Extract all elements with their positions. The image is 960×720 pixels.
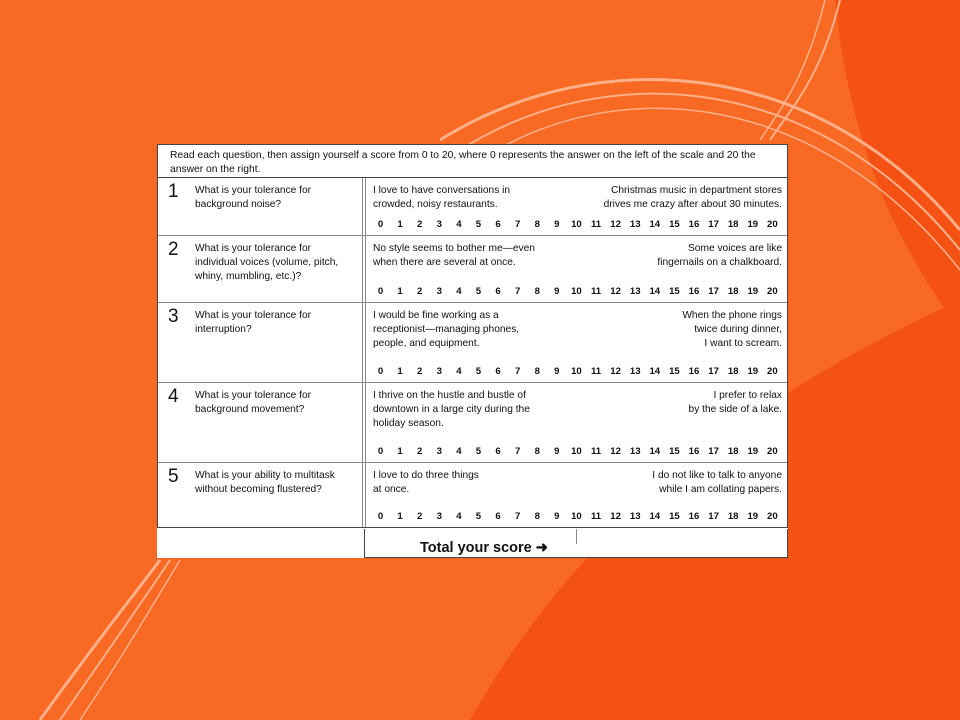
scale-number: 19 bbox=[747, 286, 759, 297]
scale-number: 15 bbox=[669, 511, 680, 522]
scale-number: 16 bbox=[688, 286, 700, 297]
answer-left: I love to have conversations in crowded, noisy restaurants. bbox=[373, 185, 511, 210]
scale-number: 13 bbox=[629, 511, 641, 522]
scale-number: 20 bbox=[767, 219, 778, 230]
scale-number: 14 bbox=[649, 446, 661, 457]
scale-number: 9 bbox=[554, 446, 560, 457]
scale-number: 1 bbox=[397, 366, 403, 377]
scale-number: 3 bbox=[436, 219, 442, 230]
scale-number: 18 bbox=[727, 511, 739, 522]
answer-cell bbox=[366, 236, 787, 302]
answer-cell bbox=[366, 178, 787, 235]
scale-number: 17 bbox=[708, 219, 719, 230]
scale-number: 5 bbox=[475, 511, 482, 522]
answer-left: I would be fine working as a receptionist—managing phones, people, and equipment. bbox=[373, 310, 520, 349]
scale-number: 16 bbox=[688, 366, 700, 377]
scale-number: 18 bbox=[727, 286, 739, 297]
scale-number: 12 bbox=[610, 286, 621, 297]
score-scale bbox=[373, 446, 780, 458]
scale-number: 6 bbox=[495, 286, 501, 297]
answer-right: Christmas music in department stores drives me crazy after about 30 minutes. bbox=[603, 185, 782, 210]
scale-number: 14 bbox=[649, 286, 661, 297]
scale-number: 6 bbox=[495, 446, 501, 457]
scale-number: 15 bbox=[669, 366, 680, 377]
questionnaire-sheet bbox=[157, 144, 788, 558]
scale-number: 19 bbox=[747, 511, 759, 522]
scale-number: 17 bbox=[708, 366, 719, 377]
scale-number: 4 bbox=[456, 286, 462, 297]
total-blank-cell bbox=[157, 529, 363, 558]
scale-number: 13 bbox=[629, 286, 641, 297]
total-row bbox=[157, 529, 788, 558]
scale-number: 20 bbox=[767, 366, 778, 377]
scale-number: 19 bbox=[747, 366, 759, 377]
scale-number: 0 bbox=[377, 446, 384, 457]
scale-number: 1 bbox=[397, 286, 403, 297]
scale-number: 9 bbox=[554, 366, 560, 377]
scale-number: 14 bbox=[649, 366, 661, 377]
scale-number: 0 bbox=[377, 511, 384, 522]
question-number: 2 bbox=[168, 239, 179, 260]
scale-number: 2 bbox=[417, 366, 423, 377]
scale-number: 4 bbox=[456, 366, 462, 377]
scale-number: 18 bbox=[727, 219, 739, 230]
scale-number: 4 bbox=[456, 219, 462, 230]
question-number: 1 bbox=[168, 181, 179, 202]
scale-number: 15 bbox=[669, 219, 680, 230]
questions-table bbox=[157, 177, 788, 528]
scale-number: 8 bbox=[534, 366, 540, 377]
scale-number: 10 bbox=[571, 286, 582, 297]
scale-number: 7 bbox=[514, 511, 521, 522]
question-text: What is your tolerance for background noise? bbox=[195, 185, 312, 210]
scale-number: 0 bbox=[377, 366, 384, 377]
question-text: What is your ability to multitask without becoming flustered? bbox=[195, 470, 335, 495]
scale-number: 11 bbox=[590, 219, 602, 230]
answer-right: I prefer to relax by the side of a lake. bbox=[688, 390, 782, 415]
scale-number: 12 bbox=[610, 219, 621, 230]
answer-right: Some voices are like fingernails on a chalkboard. bbox=[657, 243, 782, 268]
scale-number: 8 bbox=[534, 219, 540, 230]
question-row bbox=[158, 463, 787, 527]
scale-number: 9 bbox=[554, 511, 560, 522]
answer-right: When the phone rings twice during dinner, I want to scream. bbox=[682, 310, 782, 349]
scale-number: 3 bbox=[436, 511, 442, 522]
scale-number: 5 bbox=[475, 286, 482, 297]
question-text: What is your tolerance for background movement? bbox=[195, 390, 312, 415]
scale-number: 0 bbox=[377, 286, 384, 297]
scale-number: 12 bbox=[610, 366, 621, 377]
scale-number: 10 bbox=[571, 219, 582, 230]
scale-number: 4 bbox=[456, 446, 462, 457]
total-score-box bbox=[364, 529, 788, 558]
scale-number: 8 bbox=[534, 511, 540, 522]
scale-number: 6 bbox=[495, 366, 501, 377]
swoosh-line bbox=[770, 0, 840, 140]
scale-number: 15 bbox=[669, 446, 680, 457]
scale-number: 9 bbox=[554, 286, 560, 297]
scale-number: 18 bbox=[727, 366, 739, 377]
scale-number: 3 bbox=[436, 286, 442, 297]
scale-number: 18 bbox=[727, 446, 739, 457]
question-text: What is your tolerance for individual voices (volume, pitch, whiny, mumbling, etc.)? bbox=[195, 243, 339, 282]
answer-cell bbox=[366, 303, 787, 382]
question-cell bbox=[158, 178, 363, 235]
scale-number: 16 bbox=[688, 219, 700, 230]
question-row bbox=[158, 303, 787, 383]
question-text: What is your tolerance for interruption? bbox=[195, 310, 312, 335]
score-scale bbox=[373, 366, 780, 378]
scale-number: 5 bbox=[475, 219, 482, 230]
scale-number: 0 bbox=[377, 219, 384, 230]
scale-number: 19 bbox=[747, 219, 759, 230]
scale-number: 1 bbox=[397, 446, 403, 457]
scale-number: 17 bbox=[708, 511, 719, 522]
scale-number: 8 bbox=[534, 286, 540, 297]
total-score-label: Total your score ➜ bbox=[420, 540, 548, 556]
swoosh-line bbox=[40, 560, 160, 720]
scale-number: 11 bbox=[590, 511, 602, 522]
scale-number: 12 bbox=[610, 511, 621, 522]
scale-number: 7 bbox=[514, 446, 521, 457]
scale-number: 10 bbox=[571, 366, 582, 377]
question-row bbox=[158, 383, 787, 463]
answer-cell bbox=[366, 463, 787, 527]
scale-number: 6 bbox=[495, 219, 501, 230]
scale-number: 11 bbox=[590, 286, 602, 297]
question-row bbox=[158, 236, 787, 303]
scale-number: 4 bbox=[456, 511, 462, 522]
scale-number: 5 bbox=[475, 446, 482, 457]
scale-number: 12 bbox=[610, 446, 621, 457]
scale-number: 16 bbox=[688, 446, 700, 457]
scale-number: 2 bbox=[417, 219, 423, 230]
question-cell bbox=[158, 236, 363, 302]
scale-number: 5 bbox=[475, 366, 482, 377]
score-scale bbox=[373, 511, 780, 523]
score-scale bbox=[373, 286, 780, 298]
scale-number: 2 bbox=[417, 446, 423, 457]
swoosh-line bbox=[60, 560, 170, 720]
scale-number: 13 bbox=[629, 366, 641, 377]
swoosh-line bbox=[80, 560, 180, 720]
question-cell bbox=[158, 303, 363, 382]
scale-number: 20 bbox=[767, 446, 778, 457]
dark-orange-corner bbox=[835, 0, 960, 330]
scale-number: 8 bbox=[534, 446, 540, 457]
scale-number: 11 bbox=[590, 366, 602, 377]
scale-number: 13 bbox=[629, 446, 641, 457]
question-number: 5 bbox=[168, 466, 179, 487]
answer-left: I love to do three things at once. bbox=[373, 470, 479, 495]
scale-number: 13 bbox=[629, 219, 641, 230]
scale-number: 15 bbox=[669, 286, 680, 297]
scale-number: 14 bbox=[649, 511, 661, 522]
scale-number: 3 bbox=[436, 366, 442, 377]
scale-number: 1 bbox=[397, 511, 403, 522]
scale-number: 7 bbox=[514, 366, 521, 377]
scale-number: 20 bbox=[767, 511, 778, 522]
scale-number: 20 bbox=[767, 286, 778, 297]
question-cell bbox=[158, 383, 363, 462]
scale-number: 7 bbox=[514, 219, 521, 230]
scale-number: 9 bbox=[554, 219, 560, 230]
instructions-text: Read each question, then assign yourself a score from 0 to 20, where 0 represents the answer on the left of the scale and 20 the answer on the right. bbox=[157, 144, 788, 177]
scale-number: 16 bbox=[688, 511, 700, 522]
scale-number: 19 bbox=[747, 446, 759, 457]
scale-number: 7 bbox=[514, 286, 521, 297]
scale-number: 2 bbox=[417, 511, 423, 522]
scale-number: 1 bbox=[397, 219, 403, 230]
answer-right: I do not like to talk to anyone while I am collating papers. bbox=[652, 470, 782, 495]
scale-number: 3 bbox=[436, 446, 442, 457]
answer-left: No style seems to bother me—even when there are several at once. bbox=[373, 243, 535, 268]
scale-number: 17 bbox=[708, 446, 719, 457]
scale-number: 17 bbox=[708, 286, 719, 297]
question-number: 4 bbox=[168, 386, 179, 407]
question-row bbox=[158, 178, 787, 236]
answer-left: I thrive on the hustle and bustle of downtown in a large city during the holiday season. bbox=[373, 390, 530, 429]
score-scale bbox=[373, 219, 780, 231]
total-divider bbox=[576, 529, 577, 544]
answer-cell bbox=[366, 383, 787, 462]
question-number: 3 bbox=[168, 306, 179, 327]
question-cell bbox=[158, 463, 363, 527]
scale-number: 2 bbox=[417, 286, 423, 297]
scale-number: 11 bbox=[590, 446, 602, 457]
scale-number: 10 bbox=[571, 446, 582, 457]
scale-number: 10 bbox=[571, 511, 582, 522]
scale-number: 6 bbox=[495, 511, 501, 522]
scale-number: 14 bbox=[649, 219, 661, 230]
